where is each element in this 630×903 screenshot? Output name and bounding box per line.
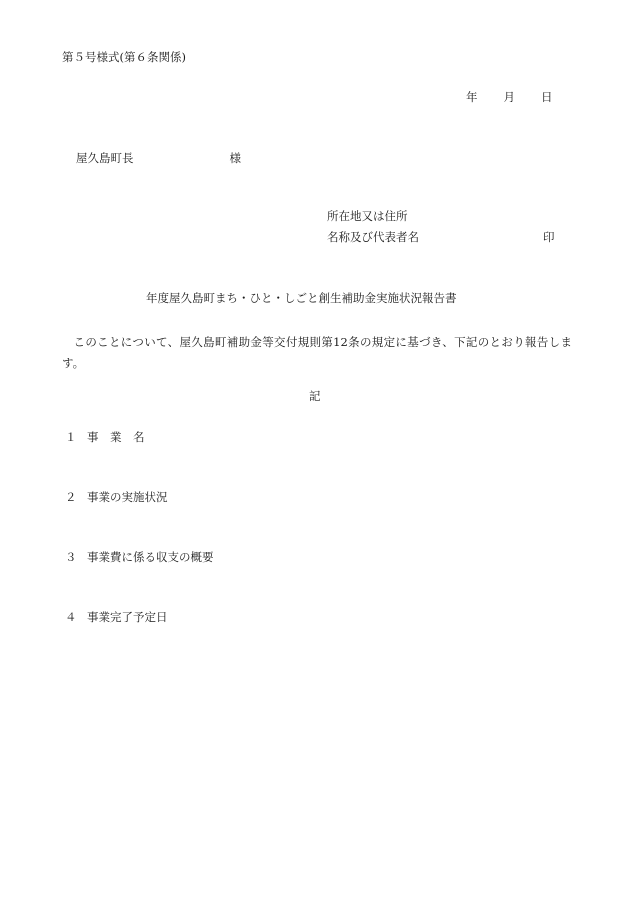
list-item — [65, 552, 214, 564]
item-label: 事 業 名 — [87, 430, 145, 444]
item-label: 事業の実施状況 — [87, 490, 168, 504]
date-month-label: 月 — [503, 90, 515, 104]
applicant-name-label: 名称及び代表者名 — [327, 230, 419, 244]
item-number: ２ — [65, 490, 77, 504]
addressee-honorific: 様 — [229, 151, 241, 165]
list-item — [65, 492, 168, 504]
addressee-name: 屋久島町長 — [76, 151, 134, 165]
item-number: １ — [65, 430, 77, 444]
report-body-text: このことについて、屋久島町補助金等交付規則第12条の規定に基づき、下記のとおり報告します。 — [62, 335, 572, 370]
item-number: ４ — [65, 610, 77, 624]
report-title: 年度屋久島町まち・ひと・しごと創生補助金実施状況報告書 — [146, 291, 457, 305]
date-day-label: 日 — [541, 90, 553, 104]
list-item — [65, 432, 145, 444]
date-year-label: 年 — [466, 90, 478, 104]
ki-heading: 記 — [309, 389, 321, 403]
applicant-address-label: 所在地又は住所 — [327, 209, 408, 223]
seal-mark: 印 — [543, 230, 555, 244]
addressee — [76, 153, 241, 165]
list-item — [65, 612, 168, 624]
item-number: ３ — [65, 550, 77, 564]
item-label: 事業費に係る収支の概要 — [87, 550, 214, 564]
date-line — [466, 92, 553, 104]
form-number: 第５号様式(第６条関係) — [62, 50, 186, 64]
item-label: 事業完了予定日 — [87, 610, 168, 624]
